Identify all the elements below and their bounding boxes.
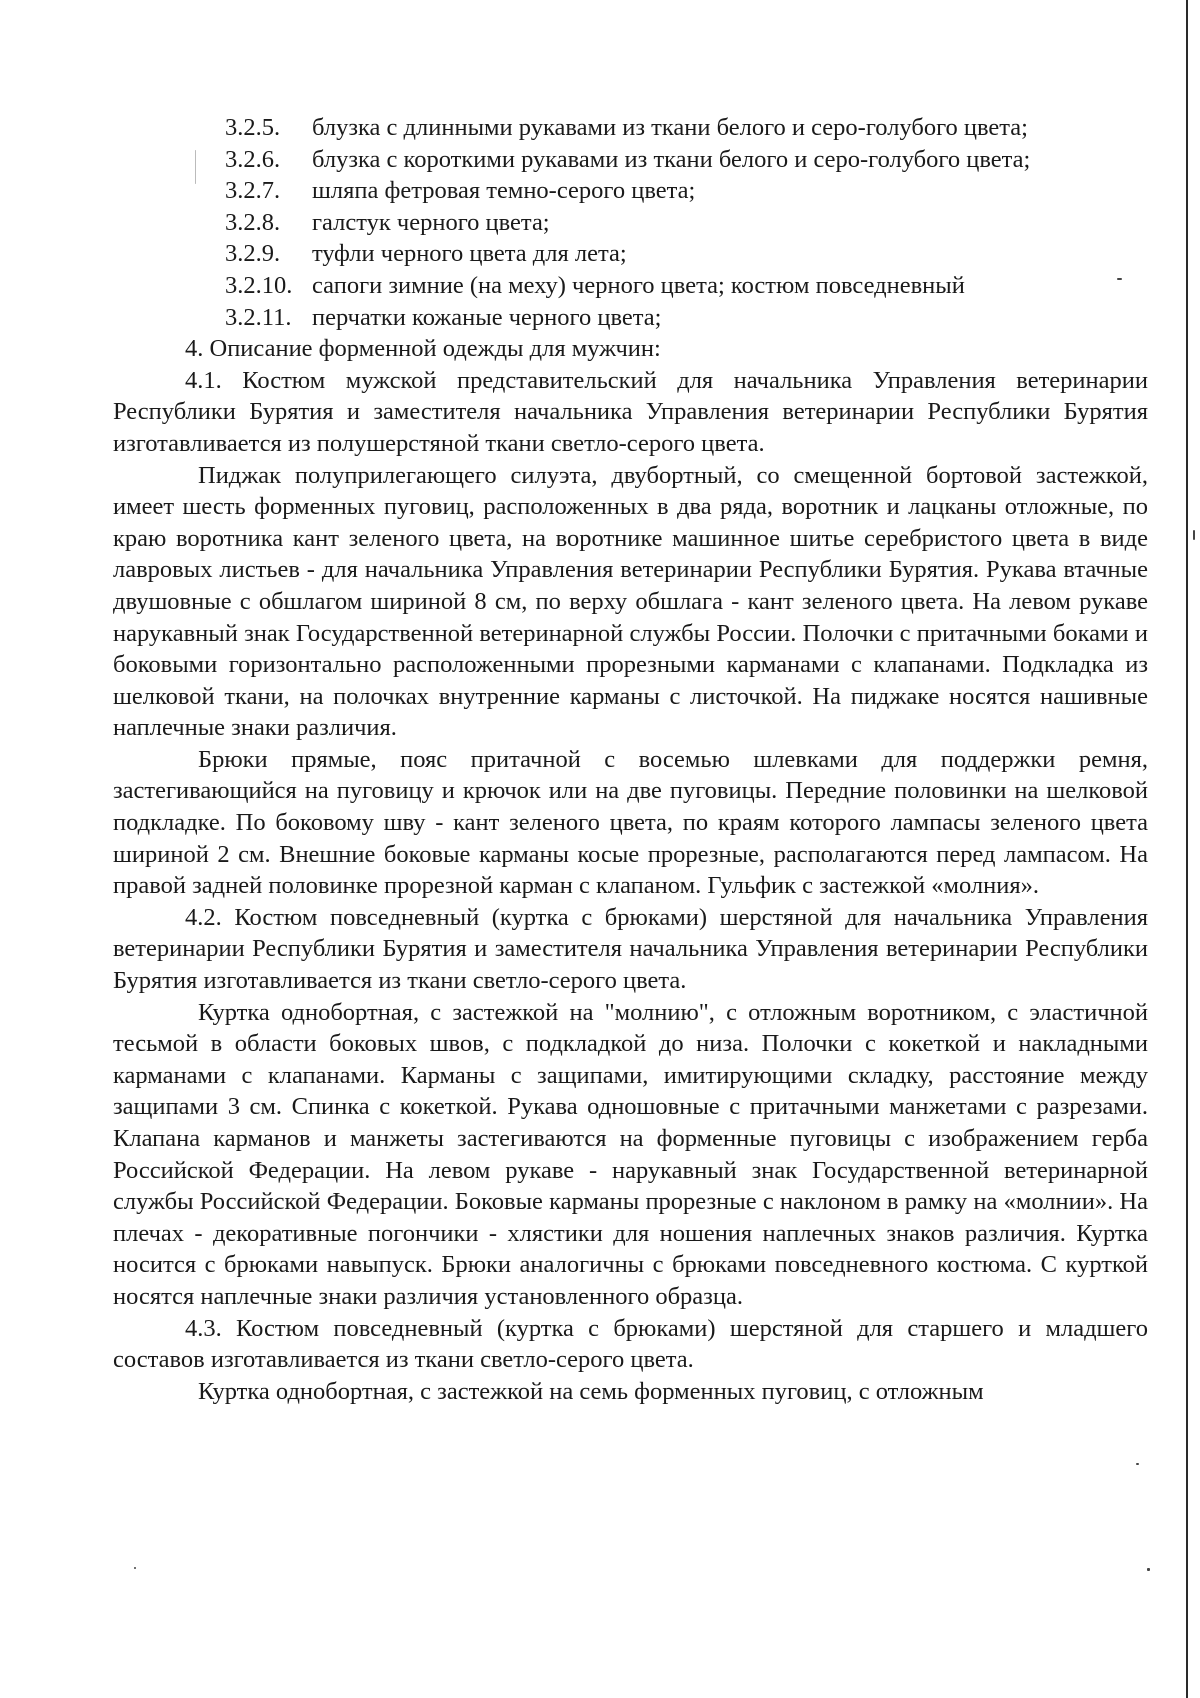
list-item <box>113 238 1148 270</box>
list-item <box>113 175 1148 207</box>
scan-artifact <box>1147 1568 1150 1571</box>
list-item <box>113 144 1148 176</box>
paragraph-trousers: Брюки прямые, пояс притачной с восемью шлевками для поддержки ремня, застегивающийся на пуговицу и крючок или на две пуговицы. Передние половинки на шелковой подкладке. По боковому шву - кант зеленого цвета, по краям которого лампасы зеленого цвета шириной 2 см. Внешние боковые карманы косые прорезные, располагаются перед лампасом. На правой задней половинке прорезной карман с клапаном. Гульфик с застежкой «молния». <box>113 745 1148 900</box>
list-item <box>113 270 1148 302</box>
list-item-number: 3.2.9. <box>225 240 281 268</box>
scan-artifact <box>134 1567 136 1569</box>
paragraph-single-breasted-jacket: Куртка однобортная, с застежкой на семь форменных пуговиц, с отложным <box>198 1377 984 1405</box>
list-item-number: 3.2.11. <box>225 303 292 331</box>
paragraph-4-3: 4.3. Костюм повседневный (куртка с брюками) шерстяной для старшего и младшего составов изготавливается из ткани светло-серого цвета. <box>113 1314 1148 1374</box>
list-item <box>113 112 1148 144</box>
list-item-text: блузка с длинными рукавами из ткани белого и серо-голубого цвета; <box>312 114 1028 141</box>
paragraph-4-1: 4.1. Костюм мужской представительский для начальника Управления ветеринарии Республики Бурятия и заместителя начальника Управления ветеринарии Республики Бурятия изготавливается из полушерстяной ткани светло-серого цвета. <box>113 366 1148 457</box>
paragraph-jacket: Пиджак полуприлегающего силуэта, двубортный, со смещенной бортовой застежкой, имеет шесть форменных пуговиц, расположенных в два ряда, воротник и лацканы отложные, по краю воротника кант зеленого цвета, на воротнике машинное шитье серебристого цвета в виде лавровых листьев - для начальника Управления ветеринарии Республики Бурятия. Рукава втачные двушовные с обшлагом шириной 8 см, по верху обшлага - кант зеленого цвета. На левом рукаве нарукавный знак Государственной ветеринарной службы России. Полочки с притачными боками и боковыми горизонтально расположенными прорезными карманами с клапанами. Подкладка из шелковой ткани, на полочках внутренние карманы с листочкой. На пиджаке носятся нашивные наплечные знаки различия. <box>113 461 1148 742</box>
list-item-text: галстук черного цвета; <box>312 208 550 236</box>
list-item <box>113 302 1148 334</box>
section-heading: 4. Описание форменной одежды для мужчин: <box>185 335 661 363</box>
paragraph-casual-jacket: Куртка однобортная, с застежкой на "молнию", с отложным воротником, с эластичной тесьмой в области боковых швов, с подкладкой до низа. Полочки с кокеткой и накладными карманами с клапанами. Карманы с защипами, имитирующими складку, расстояние между защипами 3 см. Спинка с кокеткой. Рукава одношовные с притачными манжетами с разрезами. Клапана карманов и манжеты застегиваются на форменные пуговицы с изображением герба Российской Федерации. На левом рукаве - нарукавный знак Государственной ветеринарной службы Российской Федерации. Боковые карманы прорезные с наклоном в рамку на «молнии». На плечах - декоративные погончики - хлястики для ношения наплечных знаков различия. Куртка носится с брюками навыпуск. Брюки аналогичны с брюками повседневного костюма. С курткой носятся наплечные знаки различия установленного образца. <box>113 998 1148 1310</box>
list-item-text: сапоги зимние (на меху) черного цвета; костюм повседневный <box>312 271 965 299</box>
list-item-number: 3.2.8. <box>225 208 281 236</box>
list-item-text: блузка с короткими рукавами из ткани белого и серо-голубого цвета; <box>312 145 1031 173</box>
list-item <box>113 207 1148 239</box>
list-item-number: 3.2.7. <box>225 177 281 205</box>
list-item-number: 3.2.10. <box>225 271 293 299</box>
list-item-text: шляпа фетровая темно-серого цвета; <box>312 177 696 205</box>
list-item-text: перчатки кожаные черного цвета; <box>312 303 662 331</box>
scan-edge-line <box>1186 0 1188 1698</box>
list-item-text: туфли черного цвета для лета; <box>312 240 627 268</box>
list-item-number: 3.2.5. <box>225 114 281 141</box>
scan-artifact <box>1136 1463 1139 1465</box>
document-body <box>113 112 1148 1407</box>
scan-artifact <box>1193 530 1195 540</box>
list-item-number: 3.2.6. <box>225 145 281 173</box>
paragraph-4-2: 4.2. Костюм повседневный (куртка с брюками) шерстяной для начальника Управления ветеринарии Республики Бурятия и заместителя начальника Управления ветеринарии Республики Бурятия изготавливается из ткани светло-серого цвета. <box>113 903 1148 995</box>
